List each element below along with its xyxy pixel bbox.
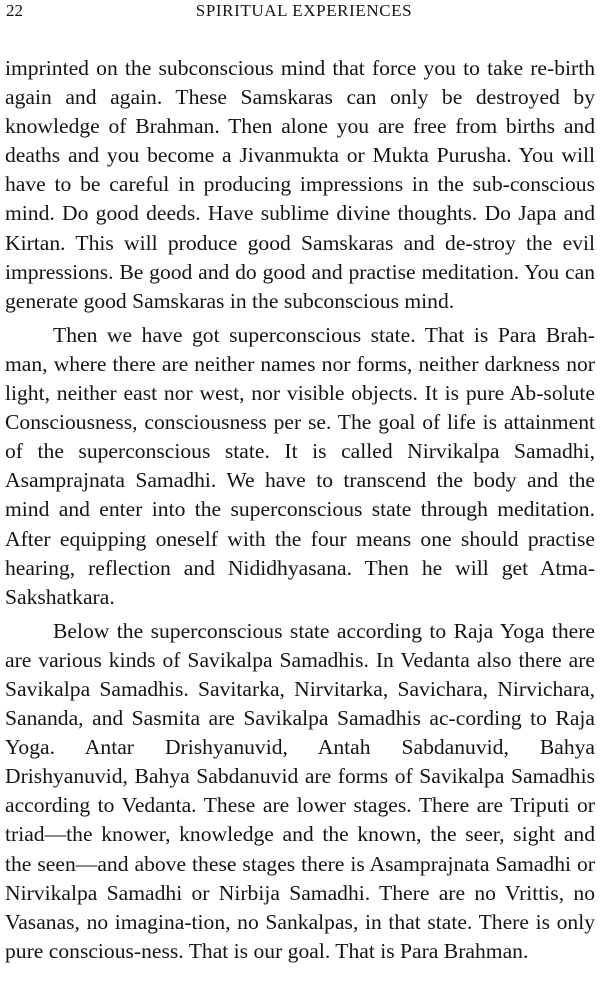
paragraph-superconscious-state: Then we have got superconscious state. That is Para Brah-man, where there are neither names nor forms, neither darkness nor light, neither east nor west, nor visible objects. It is pure Ab-solute Consciousness, consciousness per se. The goal of life is attainment of the superconscious state. It is called Nirvikalpa Samadhi, Asamprajnata Samadhi. We have to transcend the body and the mind and enter into the superconscious state through meditation. After equipping oneself with the four means one should practise hearing, reflection and Nididhyasana. Then he will get Atma-Sakshatkara. [5,322,595,609]
paragraph-savikalpa-samadhis: Below the superconscious state according to Raja Yoga there are various kinds of Savikalpa Samadhis. In Vedanta also there are Savikalpa Samadhis. Savitarka, Nirvitarka, Savichara, Nirvichara, Sananda, and Sasmita are Savikalpa Samadhis ac-cording to Raja Yoga. Antar Drishyanuvid, Antah Sabdanuvid, Bahya Drishyanuvid, Bahya Sabdanuvid are forms of Savikalpa Samadhis according to Vedanta. These are lower stages. There are Triputi or triad—the knower, knowledge and the known, the seer, sight and the seen—and above these stages there is Asamprajnata Samadhi or Nirvikalpa Samadhi or Nirbija Samadhi. There are no Vrittis, no Vasanas, no imagina-tion, no Sankalpas, in that state. There is only pure conscious-ness. That is our goal. That is Para Brahman. [5,618,595,963]
running-head [6,0,582,22]
paragraph-continued: imprinted on the subconscious mind that force you to take re-birth again and again. These Samskaras can only be destroyed by knowledge of Brahman. Then alone you are free from births and deaths and you become a Jivanmukta or Mukta Purusha. You will have to be careful in producing impressions in the sub-conscious mind. Do good deeds. Have sublime divine thoughts. Do Japa and Kirtan. This will produce good Samskaras and de-stroy the evil impressions. Be good and do good and practise meditation. You can generate good Samskaras in the subconscious mind. [5,56,595,313]
body-text [5,54,595,966]
page-number: 22 [6,1,23,20]
running-title: SPIRITUAL EXPERIENCES [195,1,413,20]
